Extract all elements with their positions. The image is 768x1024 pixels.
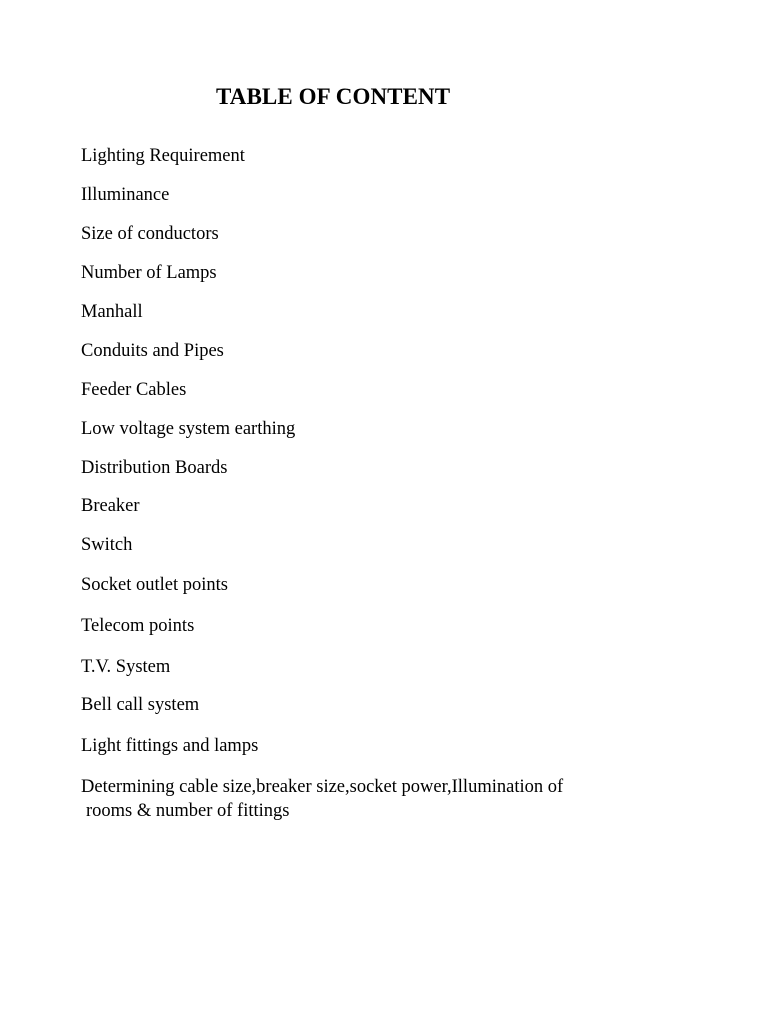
toc-item-distribution-boards: Distribution Boards (81, 458, 228, 478)
toc-item-illuminance: Illuminance (81, 185, 170, 205)
toc-item-bell-call-system: Bell call system (81, 695, 200, 715)
page-title: TABLE OF CONTENT (216, 84, 451, 109)
toc-item-line-1: Determining cable size,breaker size,socket power,Illumination of (81, 777, 564, 797)
toc-item-number-of-lamps: Number of Lamps (81, 263, 217, 283)
toc-item-manhall: Manhall (81, 302, 143, 322)
toc-item-size-of-conductors: Size of conductors (81, 224, 219, 244)
toc-item-line-2: rooms & number of fittings (86, 801, 290, 821)
toc-item-telecom-points: Telecom points (81, 616, 195, 636)
toc-item-feeder-cables: Feeder Cables (81, 380, 187, 400)
toc-item-light-fittings-and-lamps: Light fittings and lamps (81, 736, 259, 756)
toc-item-tv-system: T.V. System (81, 657, 171, 677)
toc-item-socket-outlet-points: Socket outlet points (81, 575, 228, 595)
toc-item-switch: Switch (81, 535, 133, 555)
toc-item-conduits-and-pipes: Conduits and Pipes (81, 341, 224, 361)
toc-item-low-voltage-earthing: Low voltage system earthing (81, 419, 296, 439)
toc-item-determining-sizes (81, 775, 601, 823)
toc-item-lighting-requirement: Lighting Requirement (81, 146, 245, 166)
toc-item-breaker: Breaker (81, 496, 140, 516)
